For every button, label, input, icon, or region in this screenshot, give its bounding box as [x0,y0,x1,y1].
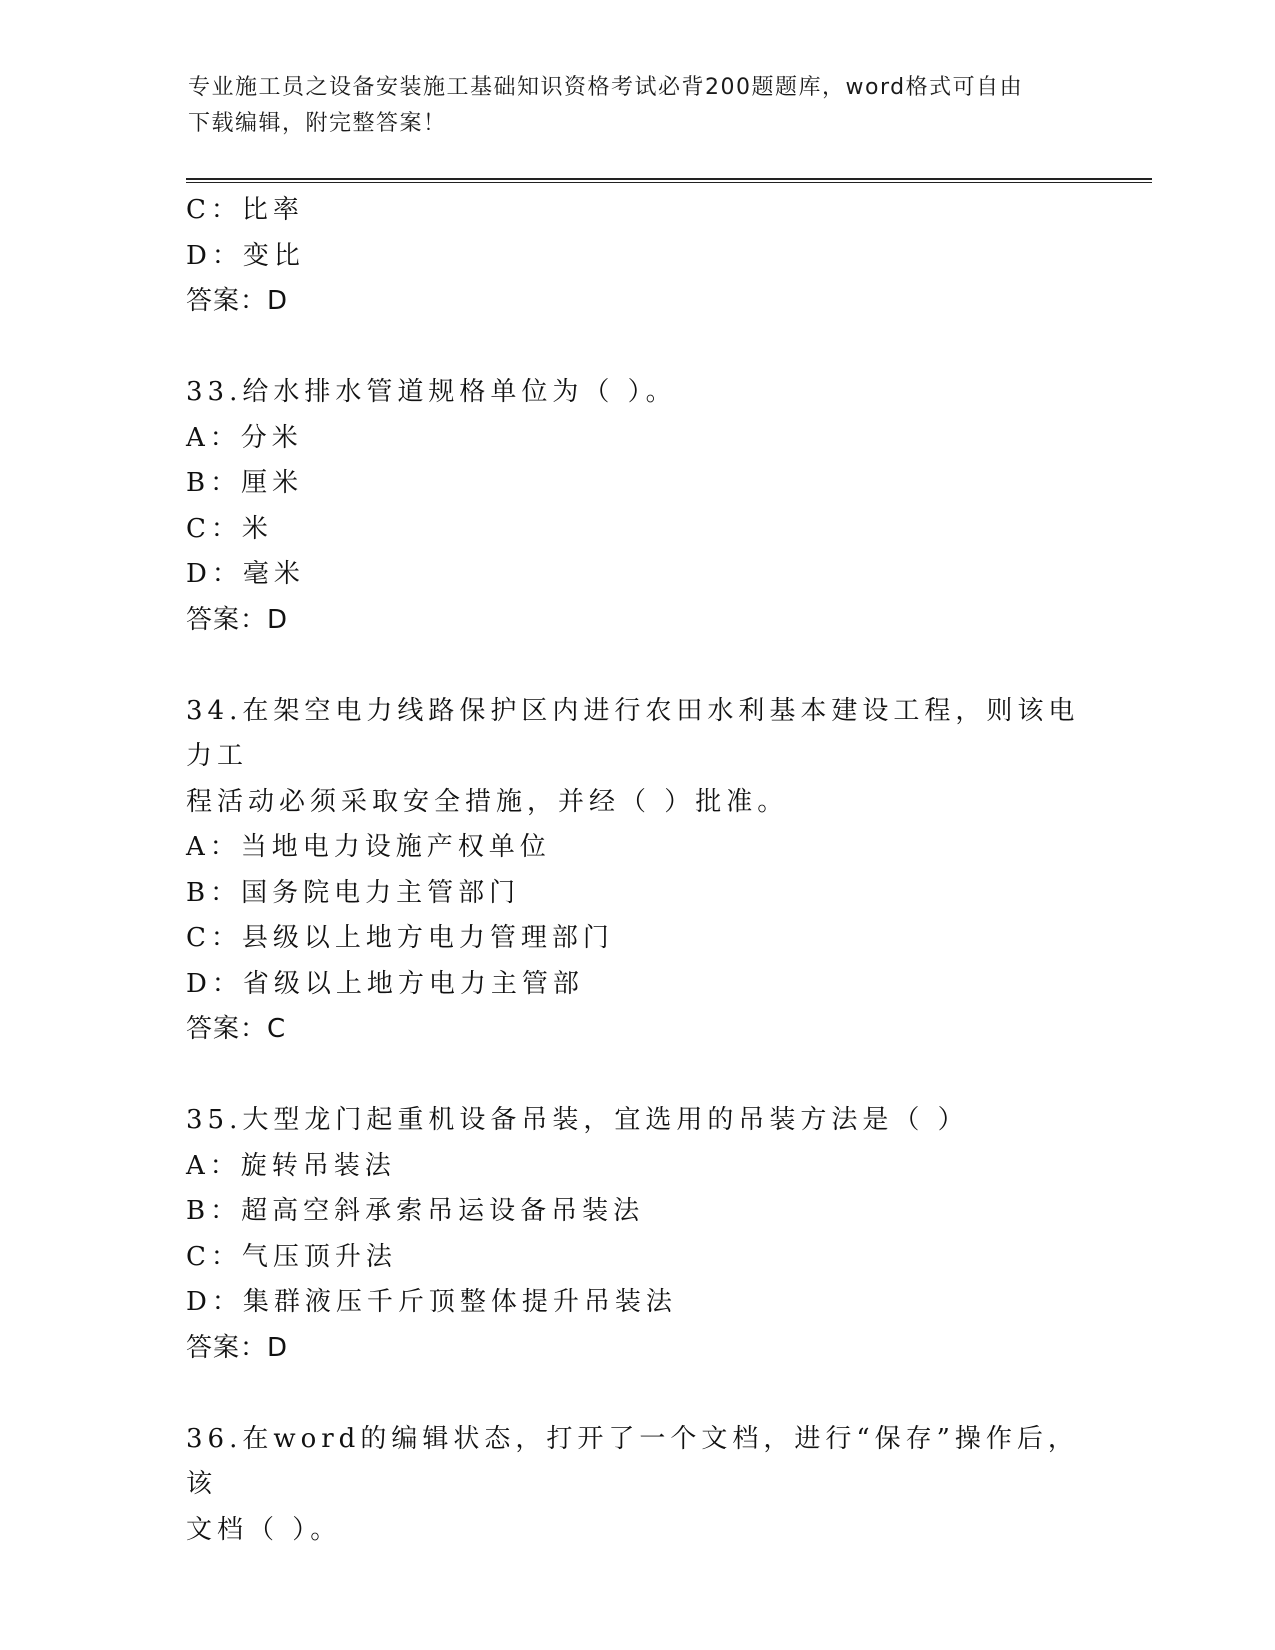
option-a: A：分米 [186,422,303,453]
question-33 [186,370,1086,643]
question-34 [186,689,1086,1053]
question-35 [186,1098,1086,1371]
option-b: B：国务院电力主管部门 [186,877,521,908]
document-header [188,70,1068,142]
question-stem-cont: 程活动必须采取安全措施，并经（ ）批准。 [186,786,789,817]
question-list [186,188,1086,1553]
answer-line: 答案：D [186,286,289,316]
spacer [186,1053,1086,1099]
header-line-1: 专业施工员之设备安装施工基础知识资格考试必背200题题库，word格式可自由 [188,75,1024,100]
spacer [186,1371,1086,1417]
option-a: A：当地电力设施产权单位 [186,832,551,862]
option-b: B：超高空斜承索吊运设备吊装法 [186,1196,645,1226]
header-divider [186,178,1152,183]
option-c: C：米 [186,513,273,544]
question-32-tail [186,188,1086,325]
option-b: B：厘米 [186,468,304,498]
question-stem: 35.大型龙门起重机设备吊装，宜选用的吊装方法是（ ） [186,1105,969,1135]
question-stem: 34.在架空电力线路保护区内进行农田水利基本建设工程，则该电力工 [186,695,1080,771]
option-d: D：变比 [186,240,305,271]
option-a: A：旋转吊装法 [186,1150,396,1181]
option-c: C：县级以上地方电力管理部门 [186,923,614,953]
option-c: C：比率 [186,195,304,225]
header-line-2: 下载编辑，附完整答案！ [188,111,447,136]
question-stem: 36.在word的编辑状态，打开了一个文档，进行“保存”操作后，该 [186,1423,1079,1499]
question-36 [186,1417,1086,1554]
answer-line: 答案：D [186,1332,289,1363]
answer-line: 答案：C [186,1014,287,1044]
spacer [186,325,1086,371]
option-c: C：气压顶升法 [186,1241,397,1272]
spacer [186,643,1086,689]
question-stem-cont: 文档（ ）。 [186,1514,342,1545]
option-d: D：毫米 [186,559,305,589]
answer-line: 答案：D [186,604,289,635]
option-d: D：集群液压千斤顶整体提升吊装法 [186,1287,677,1317]
question-stem: 33.给水排水管道规格单位为（ ）。 [186,377,677,407]
option-d: D：省级以上地方电力主管部 [186,968,584,999]
